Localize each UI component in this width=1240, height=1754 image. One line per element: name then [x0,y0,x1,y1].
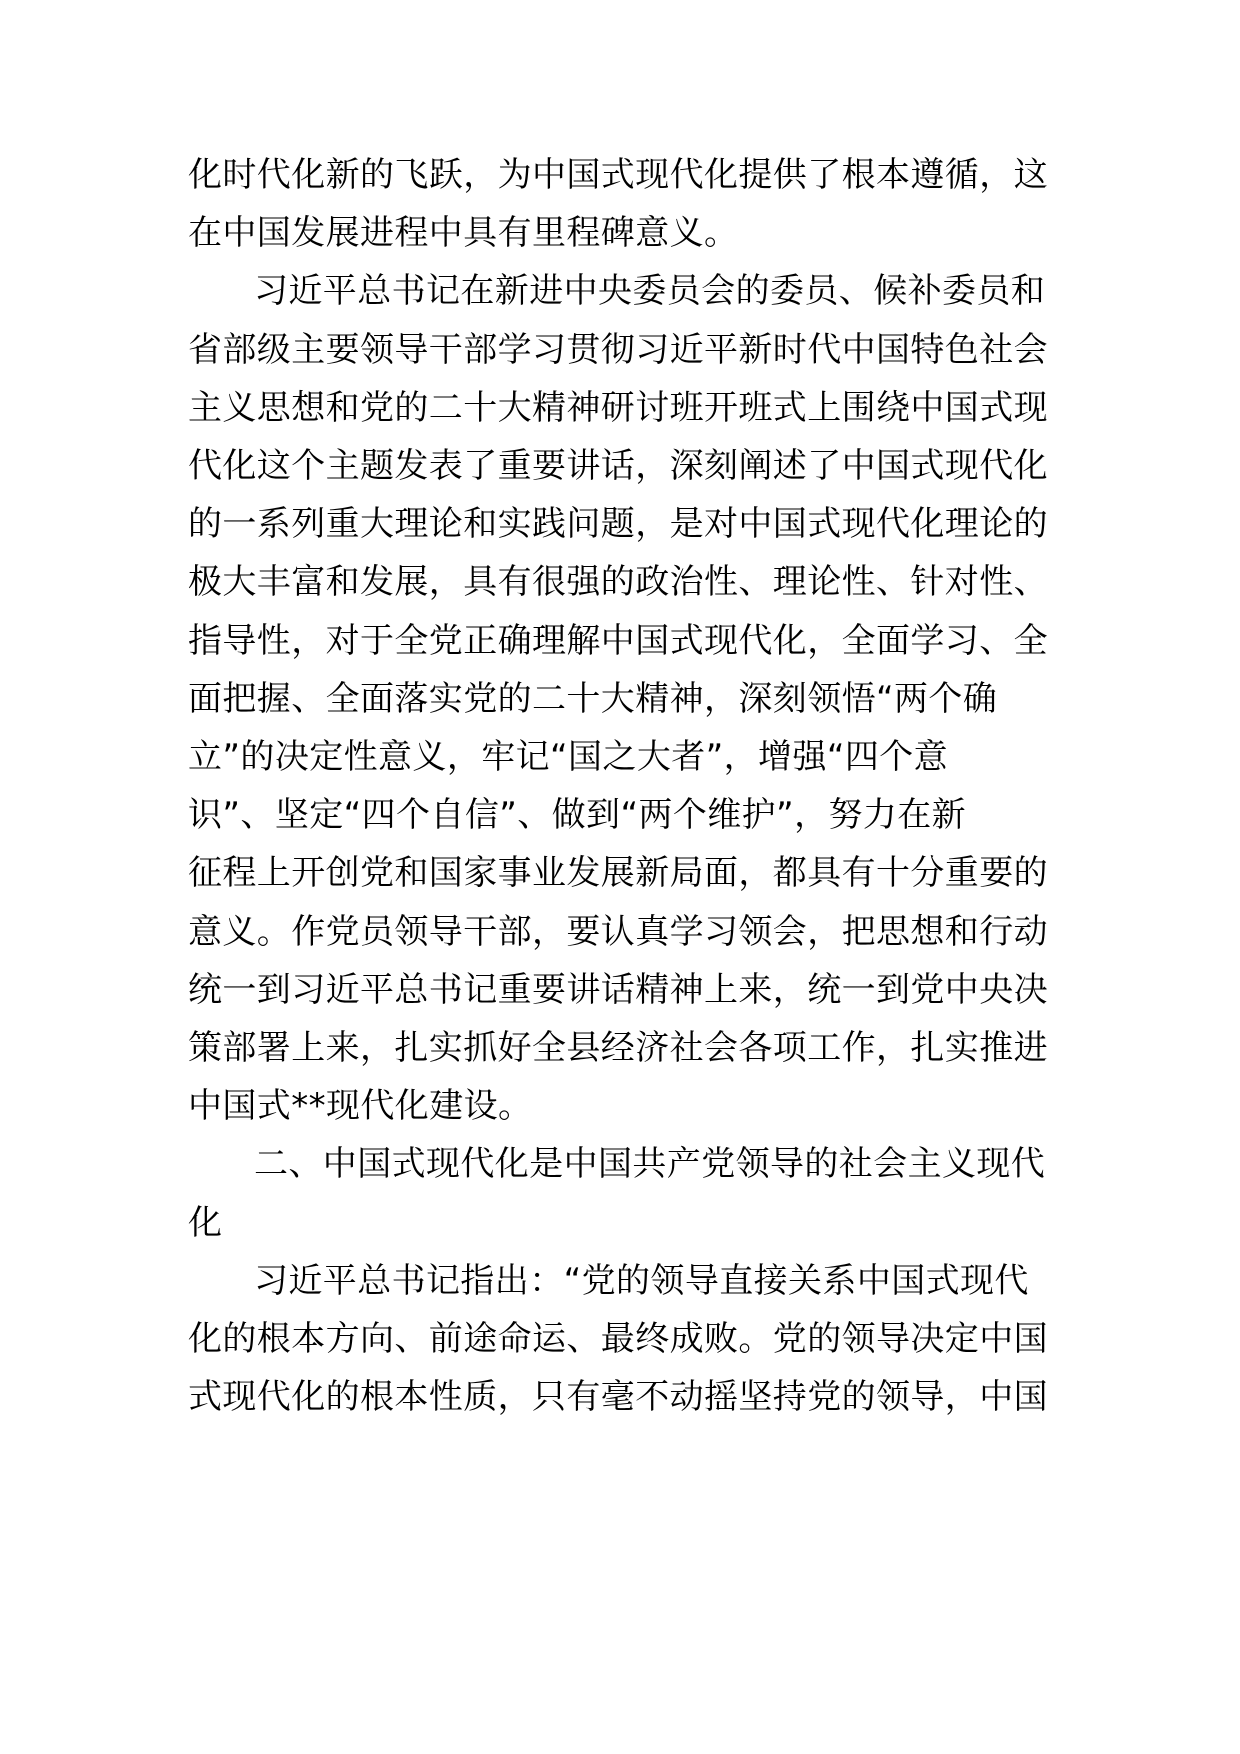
text-line: 化 [188,1202,223,1243]
text-line: 面把握、全面落实党的二十大精神，深刻领悟“两个确 [188,678,998,719]
text-line: 统一到习近平总书记重要讲话精神上来，统一到党中央决 [188,969,1048,1010]
text-line: 省部级主要领导干部学习贯彻习近平新时代中国特色社会 [188,329,1048,370]
text-line: 式现代化的根本性质，只有毫不动摇坚持党的领导，中国 [188,1377,1048,1418]
text-line: 策部署上来，扎实抓好全县经济社会各项工作，扎实推进 [188,1028,1048,1068]
text-line: 指导性，对于全党正确理解中国式现代化，全面学习、全 [188,620,1048,661]
text-line: 中国式**现代化建设。 [188,1086,533,1127]
text-line: 的一系列重大理论和实践问题，是对中国式现代化理论的 [188,504,1048,545]
text-line: 在中国发展进程中具有里程碑意义。 [188,213,739,254]
text-line: 化的根本方向、前途命运、最终成败。党的领导决定中国 [188,1319,1048,1359]
text-line: 习近平总书记在新进中央委员会的委员、候补委员和 [254,271,1046,312]
text-line: 识”、坚定“四个自信”、做到“两个维护”，努力在新 [188,795,967,836]
text-line: 主义思想和党的二十大精神研讨班开班式上围绕中国式现 [188,387,1048,428]
text-line: 极大丰富和发展，具有很强的政治性、理论性、针对性、 [188,562,1048,603]
text-line: 习近平总书记指出：“党的领导直接关系中国式现代 [254,1260,1029,1301]
text-line: 征程上开创党和国家事业发展新局面，都具有十分重要的 [188,853,1048,894]
text-line: 化时代化新的飞跃，为中国式现代化提供了根本遵循，这 [188,155,1048,195]
text-line: 意义。作党员领导干部，要认真学习领会，把思想和行动 [188,911,1048,952]
text-line: 立”的决定性意义，牢记“国之大者”，增强“四个意 [188,737,949,777]
text-line: 代化这个主题发表了重要讲话，深刻阐述了中国式现代化 [188,446,1048,486]
text-line: 二、中国式现代化是中国共产党领导的社会主义现代 [254,1144,1046,1185]
